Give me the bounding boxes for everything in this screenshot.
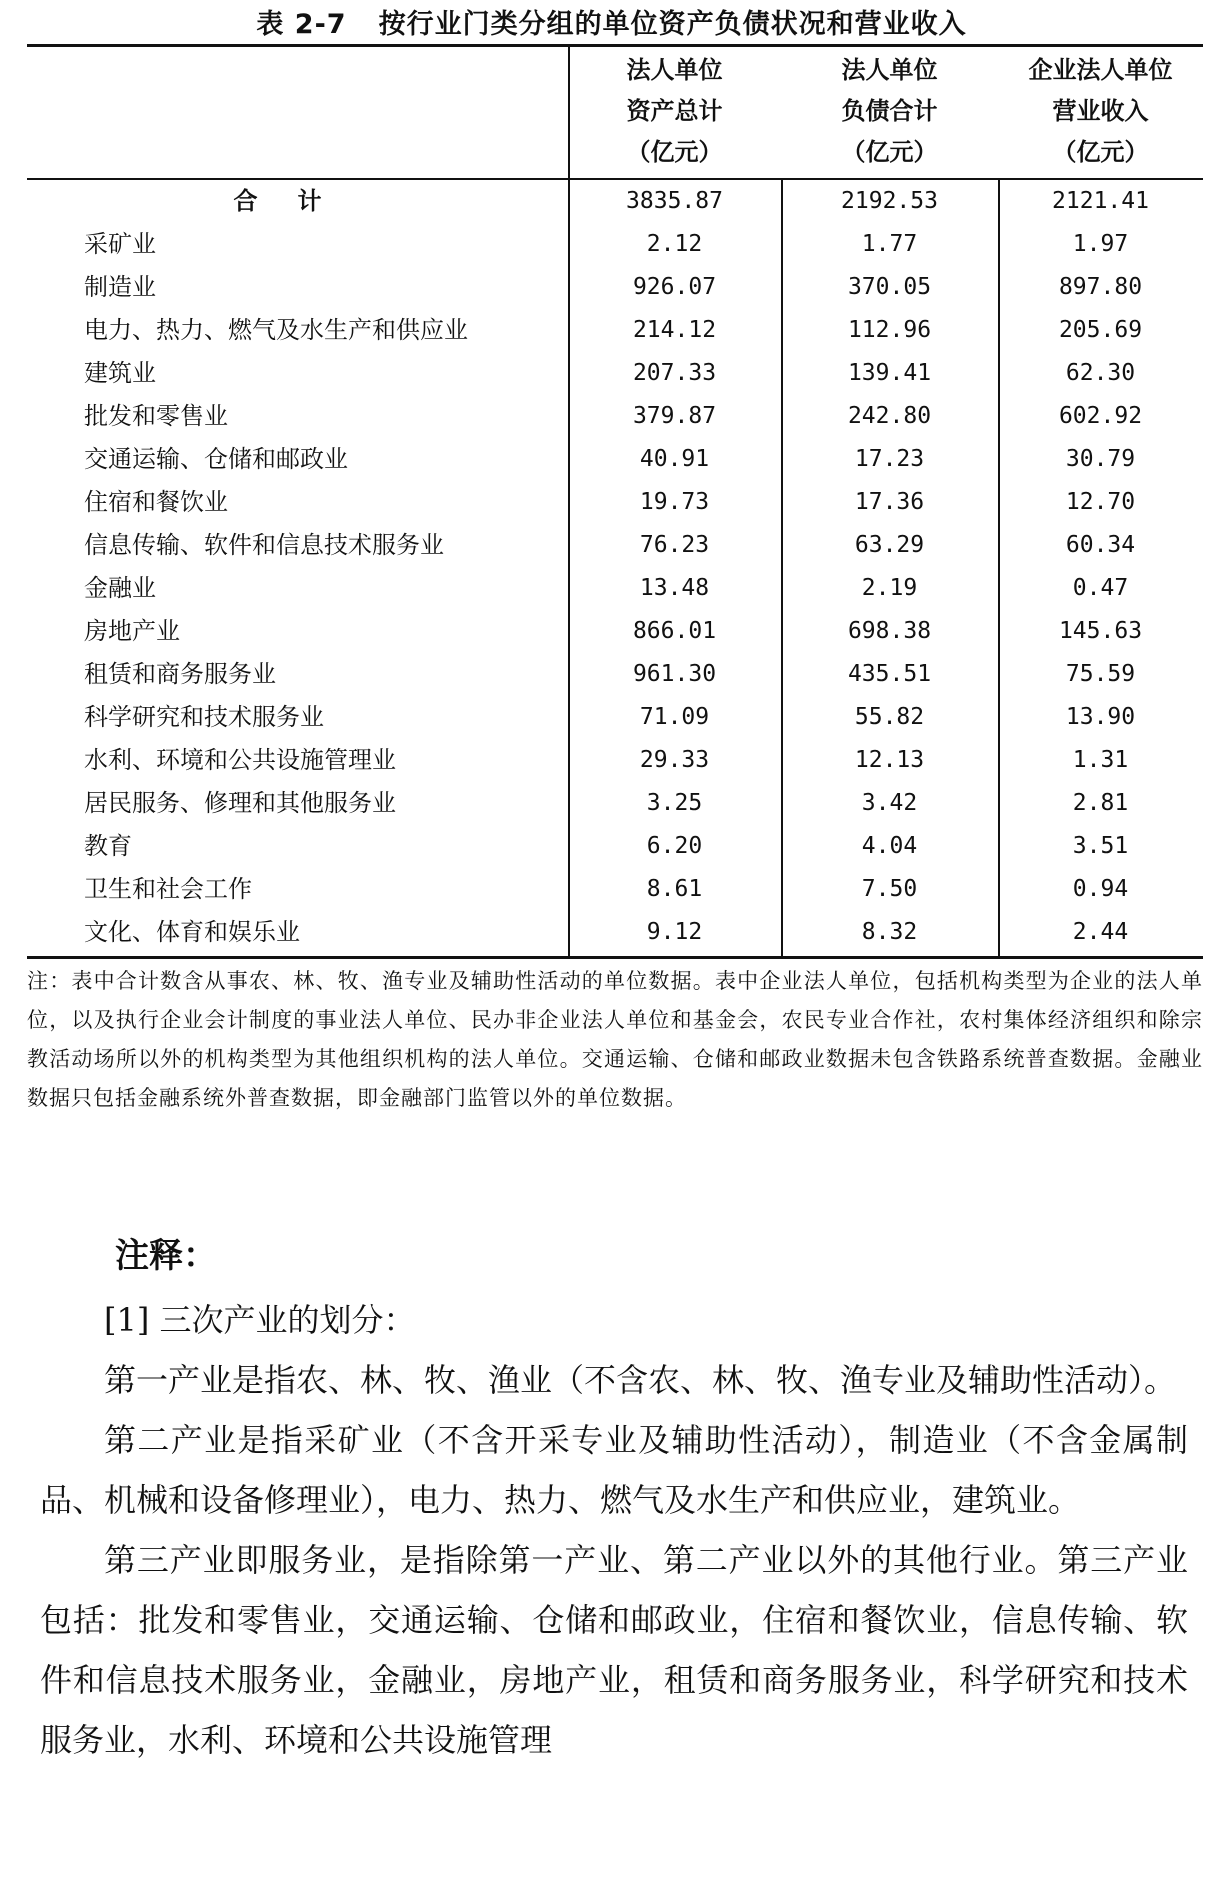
cell-revenue: 602.92 bbox=[1058, 403, 1143, 429]
header-line: （亿元） bbox=[1052, 138, 1149, 166]
cell-assets: 6.20 bbox=[646, 833, 703, 859]
row-label: 电力、热力、燃气及水生产和供应业 bbox=[84, 316, 468, 344]
table-row bbox=[27, 223, 1203, 266]
cell-revenue: 75.59 bbox=[1065, 661, 1136, 687]
table-row bbox=[27, 266, 1203, 309]
row-label: 居民服务、修理和其他服务业 bbox=[84, 789, 396, 817]
cell-liabilities: 1.77 bbox=[861, 231, 918, 257]
cell-revenue: 897.80 bbox=[1058, 274, 1143, 300]
table-row bbox=[27, 739, 1203, 782]
cell-revenue: 62.30 bbox=[1065, 360, 1136, 386]
cell-assets: 3.25 bbox=[646, 790, 703, 816]
header-line: 企业法人单位 bbox=[1028, 56, 1173, 84]
header-line: 资产总计 bbox=[626, 97, 723, 125]
row-label: 租赁和商务服务业 bbox=[84, 660, 276, 688]
cell-liabilities: 3.42 bbox=[861, 790, 918, 816]
row-label: 水利、环境和公共设施管理业 bbox=[84, 746, 396, 774]
table-row-total bbox=[27, 180, 1203, 223]
cell-revenue: 2.44 bbox=[1072, 919, 1129, 945]
cell-revenue: 1.97 bbox=[1072, 231, 1129, 257]
cell-assets: 866.01 bbox=[632, 618, 717, 644]
cell-assets: 40.91 bbox=[639, 446, 710, 472]
table-title bbox=[0, 2, 1223, 41]
row-label: 建筑业 bbox=[84, 359, 156, 387]
cell-assets: 76.23 bbox=[639, 532, 710, 558]
header-line: 法人单位 bbox=[626, 56, 723, 84]
header-liabilities bbox=[781, 50, 998, 173]
header-line: （亿元） bbox=[626, 138, 723, 166]
table-row bbox=[27, 309, 1203, 352]
cell-assets: 214.12 bbox=[632, 317, 717, 343]
table-row bbox=[27, 524, 1203, 567]
annotation-subheading: [1] 三次产业的划分： bbox=[104, 1301, 416, 1339]
row-label-total: 合计 bbox=[233, 187, 362, 215]
table-row bbox=[27, 868, 1203, 911]
cell-revenue: 0.47 bbox=[1072, 575, 1129, 601]
cell-liabilities: 63.29 bbox=[854, 532, 925, 558]
row-label: 文化、体育和娱乐业 bbox=[84, 918, 300, 946]
cell-revenue: 12.70 bbox=[1065, 489, 1136, 515]
header-revenue bbox=[998, 50, 1203, 173]
cell-assets: 8.61 bbox=[646, 876, 703, 902]
cell-liabilities: 17.36 bbox=[854, 489, 925, 515]
table-title-text: 按行业门类分组的单位资产负债状况和营业收入 bbox=[378, 9, 967, 40]
cell-liabilities: 55.82 bbox=[854, 704, 925, 730]
cell-assets: 3835.87 bbox=[626, 188, 723, 214]
header-line: 营业收入 bbox=[1052, 97, 1149, 125]
annotation-paragraph: 第一产业是指农、林、牧、渔业（不含农、林、牧、渔专业及辅助性活动）。 bbox=[104, 1361, 1177, 1399]
table-number: 表 2-7 bbox=[256, 9, 347, 40]
table-row bbox=[27, 825, 1203, 868]
table-note: 注：表中合计数含从事农、林、牧、渔专业及辅助性活动的单位数据。表中企业法人单位，包括机构类型为企业的法人单位，以及执行企业会计制度的事业法人单位、民办非企业法人单位和基金会，农民专业合作社，农村集体经济组织和除宗教活动场所以外的机构类型为其他组织机构的法人单位。交通运输、仓储和邮政业数据未包含铁路系统普查数据。金融业数据只包括金融系统外普查数据，即金融部门监管以外的单位数据。 bbox=[27, 969, 1203, 1110]
cell-liabilities: 12.13 bbox=[854, 747, 925, 773]
cell-liabilities: 7.50 bbox=[861, 876, 918, 902]
cell-liabilities: 4.04 bbox=[861, 833, 918, 859]
table-row bbox=[27, 438, 1203, 481]
cell-revenue: 60.34 bbox=[1065, 532, 1136, 558]
row-label: 批发和零售业 bbox=[84, 402, 228, 430]
annotation-paragraph: 第三产业即服务业，是指除第一产业、第二产业以外的其他行业。第三产业包括：批发和零售业，交通运输、仓储和邮政业，住宿和餐饮业，信息传输、软件和信息技术服务业，金融业，房地产业，租赁和商务服务业，科学研究和技术服务业，水利、环境和公共设施管理 bbox=[40, 1541, 1188, 1759]
cell-liabilities: 112.96 bbox=[847, 317, 932, 343]
cell-assets: 379.87 bbox=[632, 403, 717, 429]
header-line: （亿元） bbox=[841, 138, 938, 166]
cell-liabilities: 2.19 bbox=[861, 575, 918, 601]
table-row bbox=[27, 395, 1203, 438]
cell-revenue: 0.94 bbox=[1072, 876, 1129, 902]
row-label: 制造业 bbox=[84, 273, 156, 301]
cell-assets: 961.30 bbox=[632, 661, 717, 687]
header-assets bbox=[568, 50, 781, 173]
cell-assets: 207.33 bbox=[632, 360, 717, 386]
cell-revenue: 3.51 bbox=[1072, 833, 1129, 859]
row-label: 金融业 bbox=[84, 574, 156, 602]
row-label: 交通运输、仓储和邮政业 bbox=[84, 445, 348, 473]
cell-liabilities: 17.23 bbox=[854, 446, 925, 472]
cell-liabilities: 698.38 bbox=[847, 618, 932, 644]
table-row bbox=[27, 911, 1203, 954]
annotation-paragraph: 第二产业是指采矿业（不含开采专业及辅助性活动），制造业（不含金属制品、机械和设备修理业），电力、热力、燃气及水生产和供应业，建筑业。 bbox=[40, 1421, 1188, 1519]
cell-assets: 19.73 bbox=[639, 489, 710, 515]
cell-revenue: 205.69 bbox=[1058, 317, 1143, 343]
cell-assets: 2.12 bbox=[646, 231, 703, 257]
table-row bbox=[27, 610, 1203, 653]
row-label: 教育 bbox=[84, 832, 132, 860]
table-row bbox=[27, 782, 1203, 825]
table-row bbox=[27, 481, 1203, 524]
row-label: 信息传输、软件和信息技术服务业 bbox=[84, 531, 444, 559]
annotations-heading: 注释： bbox=[115, 1236, 217, 1276]
header-line: 法人单位 bbox=[841, 56, 938, 84]
table-row bbox=[27, 567, 1203, 610]
table-row bbox=[27, 352, 1203, 395]
header-line: 负债合计 bbox=[841, 97, 938, 125]
cell-assets: 29.33 bbox=[639, 747, 710, 773]
cell-liabilities: 435.51 bbox=[847, 661, 932, 687]
row-label: 科学研究和技术服务业 bbox=[84, 703, 324, 731]
row-label: 采矿业 bbox=[84, 230, 156, 258]
cell-liabilities: 370.05 bbox=[847, 274, 932, 300]
bottom-rule bbox=[27, 956, 1203, 959]
table-row bbox=[27, 696, 1203, 739]
cell-revenue: 13.90 bbox=[1065, 704, 1136, 730]
row-label: 卫生和社会工作 bbox=[84, 875, 252, 903]
cell-revenue: 2.81 bbox=[1072, 790, 1129, 816]
top-rule bbox=[27, 44, 1203, 47]
cell-liabilities: 139.41 bbox=[847, 360, 932, 386]
cell-liabilities: 2192.53 bbox=[841, 188, 938, 214]
cell-assets: 9.12 bbox=[646, 919, 703, 945]
cell-liabilities: 8.32 bbox=[861, 919, 918, 945]
cell-revenue: 145.63 bbox=[1058, 618, 1143, 644]
annotations-body bbox=[40, 1290, 1188, 1770]
row-label: 房地产业 bbox=[84, 617, 180, 645]
row-label: 住宿和餐饮业 bbox=[84, 488, 228, 516]
cell-liabilities: 242.80 bbox=[847, 403, 932, 429]
table-row bbox=[27, 653, 1203, 696]
cell-revenue: 1.31 bbox=[1072, 747, 1129, 773]
cell-assets: 13.48 bbox=[639, 575, 710, 601]
cell-assets: 71.09 bbox=[639, 704, 710, 730]
cell-assets: 926.07 bbox=[632, 274, 717, 300]
cell-revenue: 30.79 bbox=[1065, 446, 1136, 472]
cell-revenue: 2121.41 bbox=[1052, 188, 1149, 214]
